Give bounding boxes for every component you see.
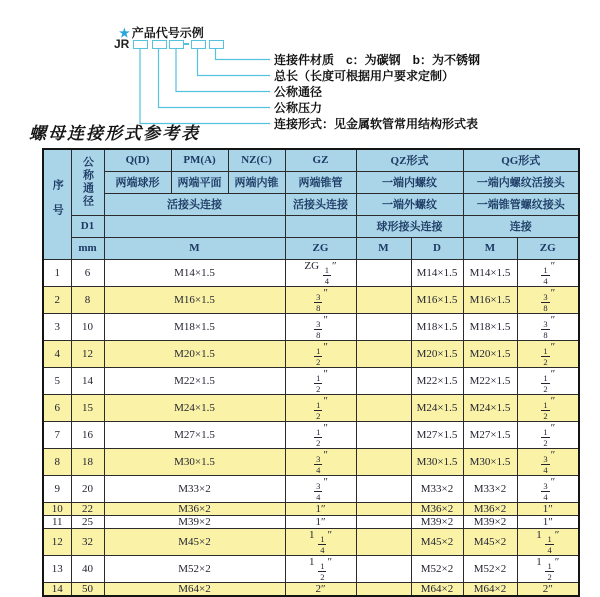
cell-m: M64×2 [104,582,285,596]
cell-qg_m: M20×1.5 [463,340,517,367]
subheader-qz-1: 一端内螺纹 [356,171,463,193]
product-code-prefix: JR [114,37,130,51]
fraction: $\frac{1}{2}$ [543,426,548,448]
fraction: $\frac{1}{2}$ [543,399,548,421]
cell-m: M24×1.5 [104,394,285,421]
cell-m: M20×1.5 [104,340,285,367]
cell-dn: 14 [71,367,104,394]
cell-gz: $\frac{1}{2}$ ″ [285,340,356,367]
cell-gz: 1″ [285,515,356,528]
table-title: 螺母连接形式参考表 [29,124,200,144]
cell-qg_zg: $\frac{3}{8}$ ″ [517,313,579,340]
cell-qz_m [356,582,411,596]
cell-gz: $\frac{3}{4}$ ″ [285,475,356,502]
cell-no: 7 [43,421,71,448]
code-box-4 [191,40,206,49]
fraction: $\frac{1}{4}$ [324,264,330,286]
fraction: $\frac{1}{2}$ [543,372,548,394]
cell-m: M30×1.5 [104,448,285,475]
cell-qz_m [356,259,411,286]
code-box-1 [133,40,148,49]
cell-m: M16×1.5 [104,286,285,313]
cell-qz_d: M39×2 [411,515,463,528]
cell-m: M18×1.5 [104,313,285,340]
code-box-3 [169,40,184,49]
unit-mm: mm [71,237,104,259]
cell-qg_zg: 1 $\frac{1}{2}$ ″ [517,555,579,582]
cell-qg_m: M45×2 [463,528,517,555]
cell-dn: 10 [71,313,104,340]
fraction: $\frac{1}{2}$ [320,560,325,582]
unit-qz-m: M [356,237,411,259]
fraction: $\frac{1}{4}$ [547,533,552,555]
code-label-length: 总长（长度可根据用户要求定制） [274,69,455,83]
table-row [43,582,579,596]
cell-qz_m [356,502,411,515]
code-box-2 [152,40,167,49]
cell-qz_d: M36×2 [411,502,463,515]
cell-dn: 50 [71,582,104,596]
table-row [43,367,579,394]
code-label-diameter: 公称通径 [274,85,323,99]
cell-qz_m [356,515,411,528]
cell-qg_zg: 1″ [517,515,579,528]
cell-qz_d: M33×2 [411,475,463,502]
subheader-nz: 两端内锥 [228,171,285,193]
cell-gz: $\frac{3}{4}$ ″ [285,448,356,475]
cell-qg_zg: 1″ [517,502,579,515]
table-row [43,475,579,502]
subheader-qz-3: 球形接头连接 [356,215,463,237]
cell-qz_d: M52×2 [411,555,463,582]
cell-qz_m [356,421,411,448]
unit-qg-zg: ZG [517,237,579,259]
cell-qg_m: M18×1.5 [463,313,517,340]
cell-gz: 2″ [285,582,356,596]
cell-gz: ZG $\frac{1}{4}$ ″ [285,259,356,286]
subheader-q: 两端球形 [104,171,171,193]
cell-gz: 1″ [285,502,356,515]
unit-gz-zg: ZG [285,237,356,259]
cell-no: 6 [43,394,71,421]
cell-m: M14×1.5 [104,259,285,286]
col-header-pm: PM(A) [171,149,228,171]
fraction: $\frac{3}{8}$ [543,318,548,340]
cell-no: 12 [43,528,71,555]
col-header-nz: NZ(C) [228,149,285,171]
diagram-title [119,24,204,41]
cell-no: 3 [43,313,71,340]
cell-no: 5 [43,367,71,394]
cell-dn: 25 [71,515,104,528]
cell-qg_m: M22×1.5 [463,367,517,394]
col-header-qz: QZ形式 [356,149,463,171]
table-row [43,528,579,555]
fraction: $\frac{3}{4}$ [543,480,548,502]
cell-dn: 8 [71,286,104,313]
fraction: $\frac{1}{4}$ [543,264,548,286]
fraction: $\frac{3}{8}$ [316,318,321,340]
table-row [43,421,579,448]
cell-gz: 1 $\frac{1}{4}$ ″ [285,528,356,555]
cell-qg_zg: 1 $\frac{1}{4}$ ″ [517,528,579,555]
code-box-5 [209,40,224,49]
cell-qz_m [356,313,411,340]
cell-no: 11 [43,515,71,528]
cell-qz_d: M24×1.5 [411,394,463,421]
cell-qg_zg: $\frac{3}{8}$ ″ [517,286,579,313]
cell-qz_d: M30×1.5 [411,448,463,475]
unit-qg-m: M [463,237,517,259]
cell-qg_m: M36×2 [463,502,517,515]
cell-dn: 12 [71,340,104,367]
col-header-gz: GZ [285,149,356,171]
cell-gz: $\frac{3}{8}$ ″ [285,286,356,313]
cell-qg_m: M14×1.5 [463,259,517,286]
cell-no: 8 [43,448,71,475]
code-label-pressure: 公称压力 [274,101,323,115]
code-dash [183,43,189,45]
cell-qz_d: M22×1.5 [411,367,463,394]
subheader-qz-2: 一端外螺纹 [356,193,463,215]
cell-no: 13 [43,555,71,582]
cell-qg_zg: $\frac{1}{2}$ ″ [517,367,579,394]
unit-m: M [104,237,285,259]
cell-qz_m [356,528,411,555]
table-row [43,259,579,286]
cell-qg_m: M64×2 [463,582,517,596]
cell-qz_d: M20×1.5 [411,340,463,367]
cell-dn: 16 [71,421,104,448]
cell-qg_m: M27×1.5 [463,421,517,448]
cell-qg_zg: $\frac{3}{4}$ ″ [517,475,579,502]
cell-qg_zg: $\frac{1}{2}$ ″ [517,340,579,367]
fraction: $\frac{3}{4}$ [543,453,548,475]
fraction: $\frac{3}{4}$ [316,453,321,475]
table-row [43,555,579,582]
subheader-gz-union: 活接头连接 [285,193,356,215]
cell-dn: 18 [71,448,104,475]
cell-qg_zg: $\frac{1}{2}$ ″ [517,421,579,448]
cell-qz_m [356,340,411,367]
fraction: $\frac{3}{8}$ [543,291,548,313]
cell-m: M52×2 [104,555,285,582]
fraction: $\frac{1}{2}$ [316,426,321,448]
cell-dn: 40 [71,555,104,582]
cell-qz_d: M64×2 [411,582,463,596]
cell-dn: 6 [71,259,104,286]
fraction: $\frac{1}{4}$ [320,533,325,555]
code-label-connection: 连接形式：见金属软管常用结构形式表 [274,117,479,131]
col-header-seq: 序号 [43,149,71,259]
cell-dn: 22 [71,502,104,515]
cell-qz_m [356,475,411,502]
table-row [43,394,579,421]
cell-m: M22×1.5 [104,367,285,394]
cell-qg_zg: $\frac{1}{2}$ ″ [517,394,579,421]
cell-gz: $\frac{1}{2}$ ″ [285,394,356,421]
cell-dn: 32 [71,528,104,555]
cell-dn: 20 [71,475,104,502]
cell-no: 1 [43,259,71,286]
col-header-nominal: 公称通径 [71,149,104,215]
cell-qz_m [356,286,411,313]
subheader-empty-gz [285,215,356,237]
cell-qz_d: M14×1.5 [411,259,463,286]
cell-qz_d: M16×1.5 [411,286,463,313]
cell-no: 4 [43,340,71,367]
cell-qz_m [356,394,411,421]
cell-gz: 1 $\frac{1}{2}$ ″ [285,555,356,582]
subheader-gz: 两端锥管 [285,171,356,193]
nut-connection-reference-table [42,148,580,597]
subheader-d1: D1 [71,215,104,237]
cell-m: M45×2 [104,528,285,555]
table-row [43,340,579,367]
subheader-qg-2: 一端锥管螺纹接头 [463,193,579,215]
cell-qz_d: M18×1.5 [411,313,463,340]
cell-gz: $\frac{3}{8}$ ″ [285,313,356,340]
fraction: $\frac{1}{2}$ [316,399,321,421]
col-header-q: Q(D) [104,149,171,171]
cell-dn: 15 [71,394,104,421]
fraction: $\frac{1}{2}$ [316,372,321,394]
cell-qg_m: M33×2 [463,475,517,502]
cell-no: 10 [43,502,71,515]
subheader-pm: 两端平面 [171,171,228,193]
subheader-empty-left [104,215,285,237]
cell-qz_d: M45×2 [411,528,463,555]
cell-qg_m: M52×2 [463,555,517,582]
cell-qz_m [356,367,411,394]
cell-qg_zg: $\frac{1}{4}$ ″ [517,259,579,286]
fraction: $\frac{1}{2}$ [316,345,321,367]
unit-qz-d: D [411,237,463,259]
fraction: $\frac{1}{2}$ [547,560,552,582]
cell-gz: $\frac{1}{2}$ ″ [285,421,356,448]
table-row [43,502,579,515]
fraction: $\frac{3}{4}$ [316,480,321,502]
table-row [43,515,579,528]
table-body [43,259,579,596]
fraction: $\frac{1}{2}$ [543,345,548,367]
cell-m: M27×1.5 [104,421,285,448]
subheader-union-joint: 活接头连接 [104,193,285,215]
cell-qz_m [356,555,411,582]
cell-no: 2 [43,286,71,313]
diagram-title-text: 产品代号示例 [131,26,204,40]
cell-no: 14 [43,582,71,596]
cell-m: M39×2 [104,515,285,528]
code-label-material: 连接件材质 c：为碳钢 b：为不锈钢 [274,53,481,67]
subheader-qg-3: 连接 [463,215,579,237]
star-icon: ★ [119,26,130,40]
cell-qg_m: M30×1.5 [463,448,517,475]
cell-qg_m: M16×1.5 [463,286,517,313]
cell-qg_zg: 2″ [517,582,579,596]
cell-m: M36×2 [104,502,285,515]
table-row [43,448,579,475]
cell-no: 9 [43,475,71,502]
cell-qg_zg: $\frac{3}{4}$ ″ [517,448,579,475]
cell-qg_m: M39×2 [463,515,517,528]
fraction: $\frac{3}{8}$ [316,291,321,313]
table-row [43,313,579,340]
cell-m: M33×2 [104,475,285,502]
cell-gz: $\frac{1}{2}$ ″ [285,367,356,394]
cell-qz_m [356,448,411,475]
table-row [43,286,579,313]
cell-qg_m: M24×1.5 [463,394,517,421]
subheader-qg-1: 一端内螺纹活接头 [463,171,579,193]
col-header-qg: QG形式 [463,149,579,171]
cell-qz_d: M27×1.5 [411,421,463,448]
